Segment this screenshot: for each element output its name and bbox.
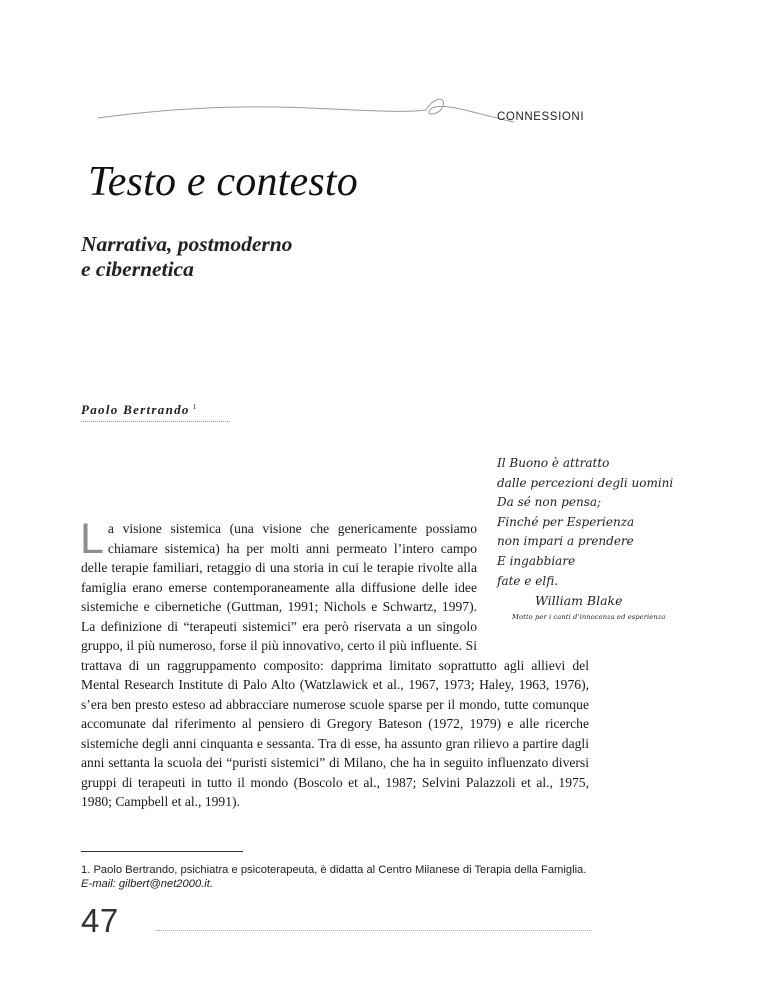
epigraph-line: Il Buono è attratto [497,456,610,470]
author-name: Paolo Bertrando [81,402,190,417]
article-subtitle [81,232,401,282]
epigraph-attribution: William Blake [535,593,623,609]
epigraph-line: non impari a prendere [497,534,634,549]
footnote-text: 1. Paolo Bertrando, psichiatra e psicoterapeuta, è didatta al Centro Milanese di Terapia della Famiglia. [81,864,587,876]
body-text: a visione sistemica (una visione che genericamente possiamo chiamare sistemica) ha per molti anni permeato l’intero campo delle terapie familiari, retaggio di una storia in cui le terapie rivolte alla famiglia erano emerse contemporaneamente alla diffusione delle idee sistemiche e cibernetiche (Guttman, 1991; Nichols e Schwartz, 1997). La definizione di “terapeuti sistemici” era però riservata a un singolo gruppo, il più numeroso, forse il più innovativo, certo il più influente. Si trattava di un raggruppamento composito: dapprima limitato soprattutto agli allievi del Mental Research Institute di Palo Alto (Watzlawick et al., 1967, 1973; Haley, 1963, 1976), s’era ben presto esteso ad abbracciare numerose scuole sparse per il mondo, tutte comunque accomunate dal riferimento al pensiero di Gregory Bateson (1972, 1979) e alle ricerche sistemiche degli anni cinquanta e sessanta. Tra di esse, ha assunto gran rilievo a partire dagli anni settanta la scuola dei “puristi sistemici” di Milano, che ha in seguito influenzato diversi gruppi di terapeuti in tutto il mondo (Boscolo et al., 1987; Selvini Palazzoli et al., 1975, 1980; Campbell et al., 1991). [81,521,589,809]
section-label: CONNESSIONI [497,111,585,123]
epigraph-line: Finché per Esperienza [497,514,635,529]
author-divider [81,421,230,422]
subtitle-line-2: e cibernetica [81,257,194,281]
epigraph-line: fate e elfi. [497,573,559,588]
header-ornament [96,92,516,132]
drop-cap: L [80,515,104,563]
article-title: Testo e contesto [88,159,358,205]
page-number: 47 [81,902,119,939]
footnote-divider [81,851,243,852]
page-footer-rule [156,930,592,931]
footnote [81,863,591,892]
footnote-email: E-mail: gilbert@net2000.it. [81,878,213,891]
epigraph-line: Da sé non pensa; [497,495,602,510]
epigraph-source: Motto per i canti d’innocenza ed esperienza [512,612,666,621]
subtitle-line-1: Narrativa, postmoderno [81,232,293,256]
epigraph-line: dalle percezioni degli uomini [497,475,674,490]
epigraph-line: E ingabbiare [497,553,576,568]
author-byline [81,402,196,418]
author-footnote-marker: 1 [192,402,197,411]
